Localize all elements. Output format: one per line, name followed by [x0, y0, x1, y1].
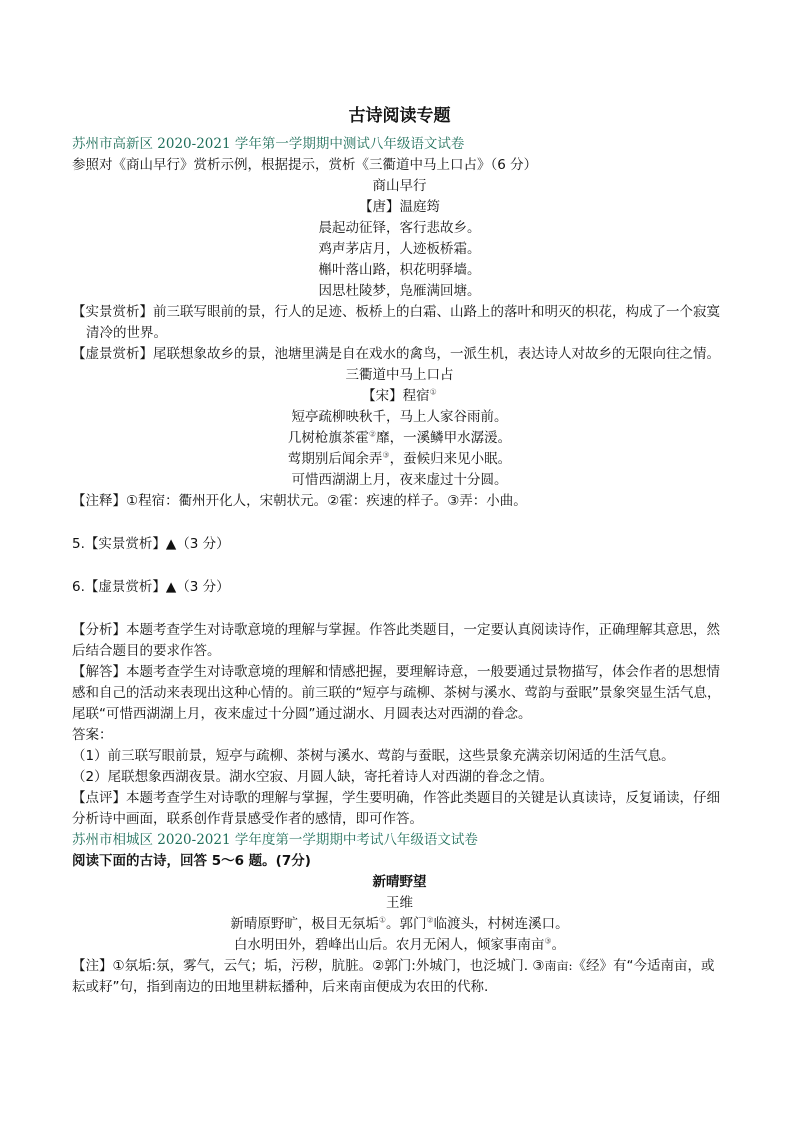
poem1-line: 晨起动征铎，客行悲故乡。	[318, 220, 481, 236]
shi-label: 【实景赏析】	[72, 304, 153, 320]
section1-source: 苏州市高新区 2020-2021 学年第一学期期中测试八年级语文试卷	[72, 136, 465, 152]
question-5: 5.【实景赏析】▲（3 分）	[72, 536, 230, 552]
answer-label: 答案：	[72, 727, 113, 743]
section2-source: 苏州市相城区 2020-2021 学年度第一学期期中考试八年级语文试卷	[72, 832, 478, 848]
document-content	[72, 103, 727, 998]
note-part: 《经》有“今适南亩，或耘或耔”句，指到南边的田地里耕耘播种，后来南亩便成为农田的代称.	[72, 958, 715, 995]
poem1-author: 【唐】温庭筠	[359, 199, 440, 215]
poem2-line-part: 莺期别后闻余弄	[287, 451, 383, 467]
comment: 【点评】本题考查学生对诗歌的理解与掌握，学生要明确，作答此类题目的关键是认真读诗，反复诵读，仔细分析诗中画面，联系创作背景感受作者的感情，即可作答。	[72, 790, 720, 827]
answer-1: （1）前三联写眼前景，短亭与疏柳、茶树与溪水、莺韵与蚕眠，这些景象充满亲切闲适的生活气息。	[72, 748, 675, 764]
poem3-line	[72, 935, 727, 956]
footnote-mark: ①	[429, 387, 437, 397]
poem2-line-part: ，蚕候归来见小眠。	[389, 451, 512, 467]
answer-2: （2）尾联想象西湖夜景。湖水空寂、月圆人缺，寄托着诗人对西湖的眷念之情。	[72, 769, 554, 785]
poem3-line-part: 新晴原野旷，极目无氛垢	[230, 916, 379, 932]
poem3-line	[72, 914, 727, 935]
poem3-title: 新晴野望	[372, 874, 427, 890]
poem3-author: 王维	[386, 895, 413, 911]
note-part: 【注】①氛垢:氛，雾气，云气；垢，污秽，肮脏。②郭门:外城门，也泛城门. ③	[72, 958, 545, 974]
poem3-note	[72, 956, 727, 998]
footnote-mark: ③	[382, 450, 390, 460]
footnote-mark: ②	[368, 429, 377, 439]
poem2-line-part: 几树枪旗茶霍	[287, 430, 369, 446]
answer-detail: 【解答】本题考查学生对诗歌意境的理解和情感把握，要理解诗意，一般要通过景物描写，体会作者的思想情感和自己的活动来表现出这种心情的。前三联的“短亭与疏柳、茶树与溪水、莺韵与蚕眠”景象突显生活气息，尾联“可惜西湖湖上月，夜来虚过十分圆”通过湖水、月圆表达对西湖的眷念。	[72, 664, 721, 722]
question-6: 6.【虚景赏析】▲（3 分）	[72, 579, 230, 595]
poem3-line-part: 白水明田外，碧峰出山后。农月无闲人，倾家事南亩	[233, 937, 545, 953]
xu-text: 尾联想象故乡的景，池塘里满是自在戏水的禽鸟，一派生机，表达诗人对故乡的无限向往之情。	[153, 346, 720, 362]
shi-appreciation	[72, 302, 727, 344]
poem2-title: 三衢道中马上口占	[345, 367, 454, 383]
section1-prompt: 参照对《商山早行》赏析示例，根据提示，赏析《三衢道中马上口占》（6 分）	[72, 157, 538, 173]
poem2-author-name: 【宋】程宿	[362, 388, 430, 404]
poem2-line	[72, 428, 727, 449]
note-part: 南亩:	[544, 959, 573, 973]
analysis: 【分析】本题考查学生对诗歌意境的理解与掌握。作答此类题目，一定要认真阅读诗作，正确理解其意思，然后结合题目的要求作答。	[72, 622, 720, 659]
poem2-line-part: 靡，一溪鳞甲水潺湲。	[376, 430, 512, 446]
poem1-line: 鸡声茅店月，人迹板桥霜。	[318, 241, 481, 257]
section2-prompt: 阅读下面的古诗，回答 5～6 题。(7分)	[72, 853, 311, 869]
poem2-line	[72, 449, 727, 470]
poem3-line-part: 。	[551, 937, 566, 953]
poem3-line-part: 。郭门	[386, 916, 427, 932]
xu-appreciation	[72, 344, 727, 365]
poem2-line: 可惜西湖湖上月，夜来虚过十分圆。	[291, 472, 508, 488]
poem1-line: 因思杜陵梦，凫雁满回塘。	[318, 283, 481, 299]
poem3-line-part: 临渡头，村树连溪口。	[433, 916, 569, 932]
poem1-line: 槲叶落山路，枳花明驿墙。	[318, 262, 481, 278]
shi-text: 前三联写眼前的景，行人的足迹、板桥上的白霜、山路上的落叶和明灭的枳花，构成了一个寂寞清冷的世界。	[86, 304, 720, 341]
poem2-author	[72, 386, 727, 407]
footnote-mark: ①	[378, 915, 386, 925]
poem2-line: 短亭疏柳映秋千，马上人家谷雨前。	[291, 409, 508, 425]
footnote-mark: ③	[544, 936, 552, 946]
poem2	[72, 365, 727, 491]
page-title: 古诗阅读专题	[348, 106, 451, 126]
footnote-mark: ②	[426, 915, 434, 925]
xu-label: 【虚景赏析】	[72, 346, 153, 362]
poem2-note: 【注释】①程宿：衢州开化人，宋朝状元。②霍：疾速的样子。③弄：小曲。	[72, 493, 527, 509]
poem1	[72, 176, 727, 302]
poem3	[72, 872, 727, 956]
poem1-title: 商山早行	[372, 178, 427, 194]
